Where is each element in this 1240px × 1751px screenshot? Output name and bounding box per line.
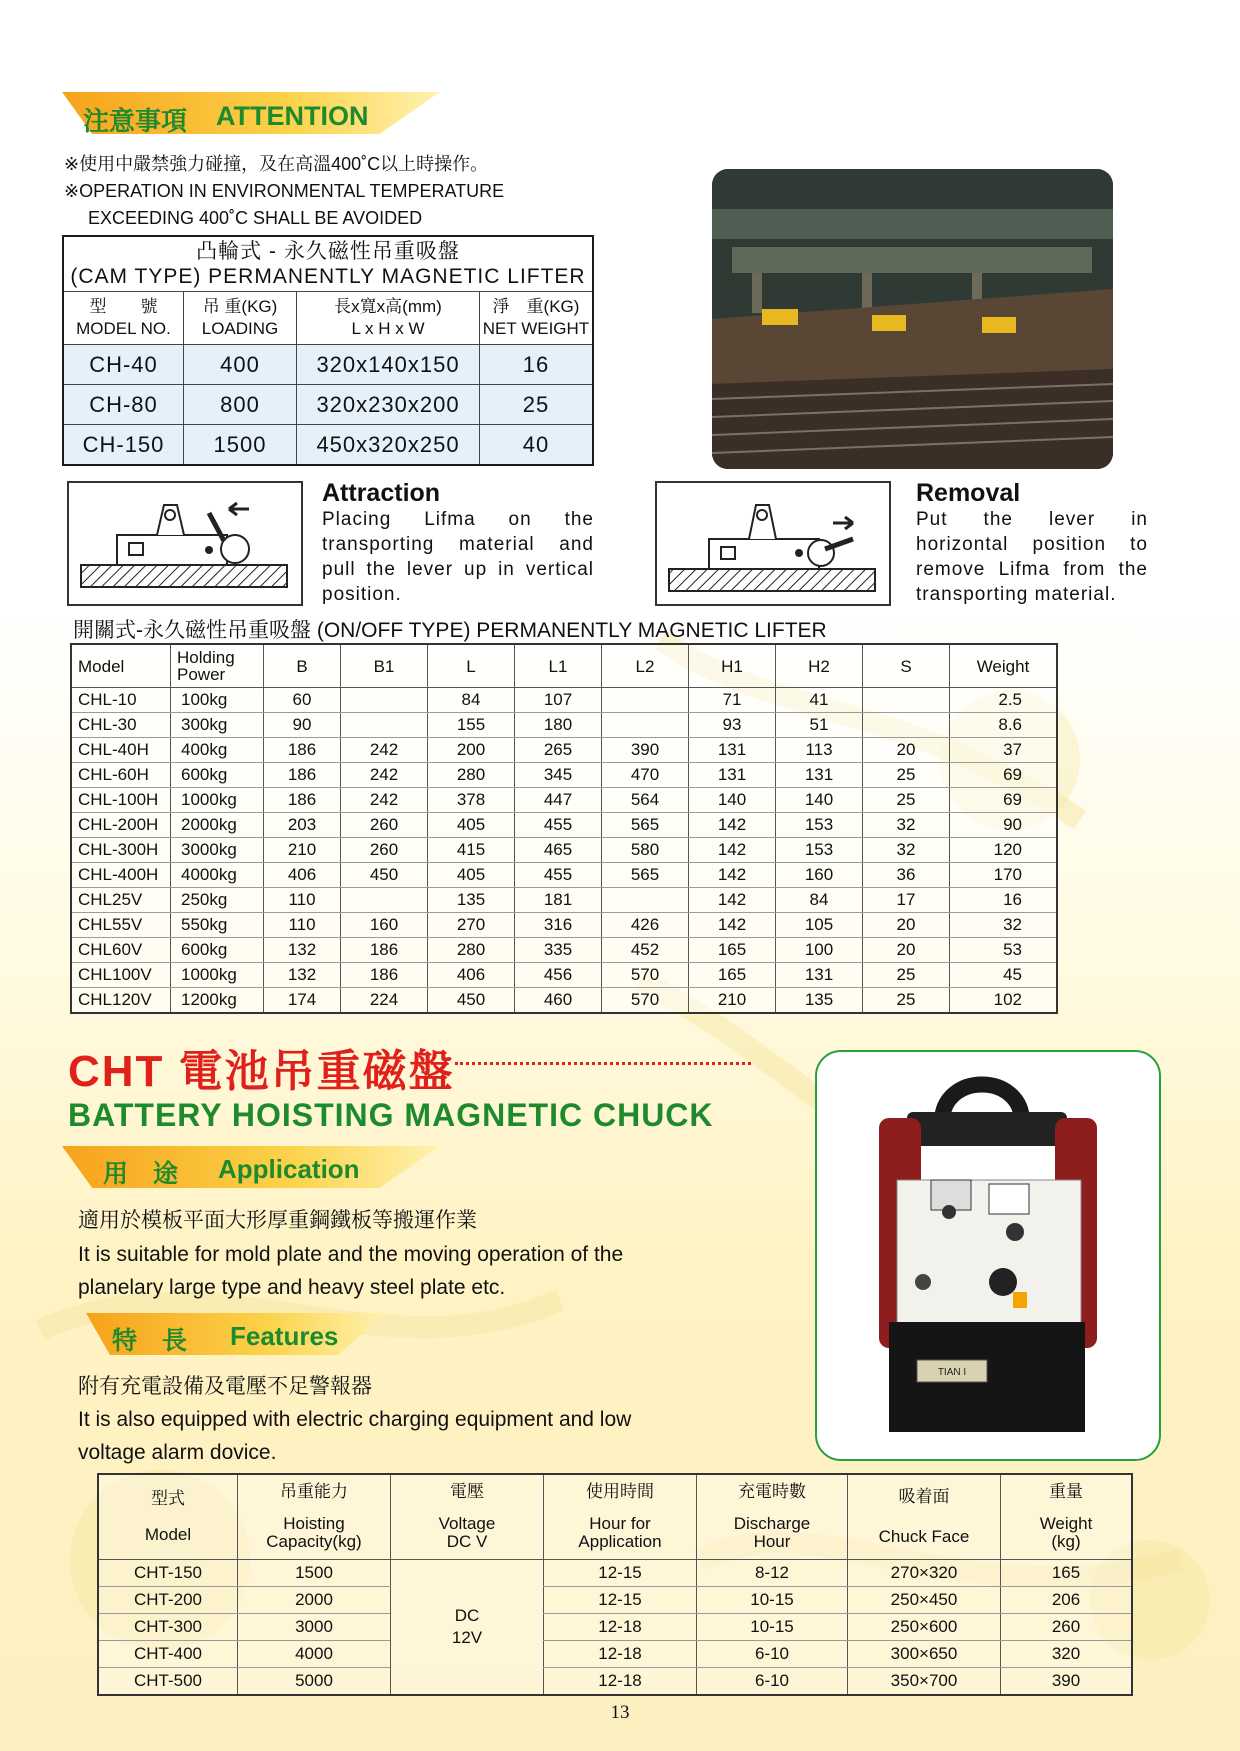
- cell: 550kg: [171, 913, 264, 938]
- title-dotted-rule: [455, 1062, 751, 1065]
- voltage-12v: 12V: [451, 1628, 483, 1647]
- cell: 105: [776, 913, 863, 938]
- cell: 565: [602, 813, 689, 838]
- cell: 186: [264, 738, 341, 763]
- cell: 25: [863, 763, 950, 788]
- cell: 465: [515, 838, 602, 863]
- cell: 400: [184, 345, 297, 385]
- cell: 320x230x200: [297, 385, 480, 425]
- cell: 17: [863, 888, 950, 913]
- header-s: S: [863, 644, 950, 688]
- cell: 260: [341, 838, 428, 863]
- lifter-lever-horizontal-icon: [657, 483, 889, 604]
- cell: 100kg: [171, 688, 264, 713]
- cell: 456: [515, 963, 602, 988]
- table-row: [71, 713, 1057, 738]
- cell: 406: [264, 863, 341, 888]
- cell: 406: [428, 963, 515, 988]
- attention-note-en-1: ※OPERATION IN ENVIRONMENTAL TEMPERATURE: [64, 181, 505, 201]
- header-en: Application: [578, 1532, 662, 1551]
- cell: CHT-200: [98, 1587, 238, 1614]
- cell: CHT-400: [98, 1641, 238, 1668]
- cell: 32: [950, 913, 1058, 938]
- cam-header-cn: 淨 重(KG): [492, 297, 580, 316]
- cell: 20: [863, 738, 950, 763]
- battery-chuck-illustration: [817, 1052, 1159, 1459]
- cell: [863, 713, 950, 738]
- cell: 565: [602, 863, 689, 888]
- voltage-cell: [391, 1560, 544, 1696]
- cell: 131: [689, 763, 776, 788]
- cell: 250×600: [848, 1614, 1001, 1641]
- cell: 186: [341, 963, 428, 988]
- table-row: [71, 963, 1057, 988]
- cell: 37: [950, 738, 1058, 763]
- cell: 564: [602, 788, 689, 813]
- table-row: [63, 425, 593, 466]
- application-title-cn: 用 途: [103, 1160, 179, 1188]
- removal-diagram: [655, 481, 891, 606]
- cell: 12-18: [544, 1641, 697, 1668]
- cell: [863, 688, 950, 713]
- cam-header-cn: 吊 重(KG): [202, 297, 278, 316]
- cell: 455: [515, 863, 602, 888]
- table-row: [98, 1560, 1132, 1587]
- cell: 300kg: [171, 713, 264, 738]
- cell: 165: [1001, 1560, 1133, 1587]
- cell: 180: [515, 713, 602, 738]
- cell: CHL55V: [71, 913, 171, 938]
- lifter-photo-illustration: [712, 169, 1113, 469]
- cell: 160: [776, 863, 863, 888]
- header-weight: Weight: [950, 644, 1058, 688]
- table-row: [63, 345, 593, 385]
- header-cn: 吊重能力: [280, 1482, 348, 1501]
- cell: 452: [602, 938, 689, 963]
- cell: 242: [341, 738, 428, 763]
- header-cn: 型式: [151, 1489, 185, 1508]
- cell: 165: [689, 963, 776, 988]
- table-row: [71, 763, 1057, 788]
- cam-table-title-cn: 凸輪式 - 永久磁性吊重吸盤: [196, 240, 460, 263]
- cell: 40: [480, 425, 594, 466]
- application-title-en: Application: [218, 1154, 360, 1184]
- cell: 206: [1001, 1587, 1133, 1614]
- cell: 242: [341, 788, 428, 813]
- cell: 203: [264, 813, 341, 838]
- header-holding: Holding: [177, 648, 235, 667]
- header-en: Voltage: [438, 1514, 496, 1533]
- cell: 71: [689, 688, 776, 713]
- page-number: 13: [610, 1702, 630, 1723]
- cell: 165: [689, 938, 776, 963]
- cell: 186: [264, 788, 341, 813]
- table-row: [71, 838, 1057, 863]
- cell: 320x140x150: [297, 345, 480, 385]
- cell: 12-18: [544, 1668, 697, 1696]
- battery-chuck-photo: [815, 1050, 1161, 1461]
- attention-note-cn: ※使用中嚴禁強力碰撞，及在高溫400˚C以上時操作。: [64, 154, 489, 174]
- attention-title-en: ATTENTION: [216, 101, 369, 131]
- cell: 3000kg: [171, 838, 264, 863]
- cell: 415: [428, 838, 515, 863]
- cell: 84: [776, 888, 863, 913]
- cell: CHT-300: [98, 1614, 238, 1641]
- features-text-en-1: It is also equipped with electric charging equipment and low: [78, 1408, 632, 1431]
- cell: 8.6: [950, 713, 1058, 738]
- header-model: Model: [71, 644, 171, 688]
- cell: 153: [776, 838, 863, 863]
- voltage-dc: DC: [454, 1606, 480, 1625]
- header-l: L: [428, 644, 515, 688]
- cell: 224: [341, 988, 428, 1014]
- table-row: [63, 385, 593, 425]
- cell: 426: [602, 913, 689, 938]
- cell: 135: [776, 988, 863, 1014]
- cell: 316: [515, 913, 602, 938]
- cell: 142: [689, 863, 776, 888]
- application-text-en-1: It is suitable for mold plate and the moving operation of the: [78, 1243, 624, 1266]
- cam-header-en: MODEL NO.: [76, 319, 171, 338]
- cell: 90: [950, 813, 1058, 838]
- attraction-text: Placing Lifma on the transporting material and pull the lever up in vertical position.: [322, 509, 594, 605]
- cell: 93: [689, 713, 776, 738]
- cell: 90: [264, 713, 341, 738]
- features-text-cn: 附有充電設備及電壓不足警報器: [78, 1375, 372, 1398]
- table-row: [71, 888, 1057, 913]
- cell: 4000: [238, 1641, 391, 1668]
- cell: CHL60V: [71, 938, 171, 963]
- cell: 142: [689, 838, 776, 863]
- cell: 447: [515, 788, 602, 813]
- cell: 102: [950, 988, 1058, 1014]
- cell: 132: [264, 963, 341, 988]
- table-row: [71, 688, 1057, 713]
- attention-title-cn: 注意事項: [83, 106, 188, 136]
- cell: CHL-400H: [71, 863, 171, 888]
- application-text-en-2: planelary large type and heavy steel plate etc.: [78, 1276, 506, 1299]
- cell: 12-15: [544, 1560, 697, 1587]
- cell: CHL100V: [71, 963, 171, 988]
- features-text-en-2: voltage alarm dovice.: [78, 1441, 277, 1464]
- cell: 45: [950, 963, 1058, 988]
- cell: 2.5: [950, 688, 1058, 713]
- cell: 265: [515, 738, 602, 763]
- features-title-cn: 特 長: [112, 1327, 188, 1355]
- cell: 350×700: [848, 1668, 1001, 1696]
- cell: 250kg: [171, 888, 264, 913]
- cam-header-en: L x H x W: [351, 319, 425, 338]
- cell: 455: [515, 813, 602, 838]
- cell: 16: [480, 345, 594, 385]
- header-l2: L2: [602, 644, 689, 688]
- header-en: Model: [144, 1525, 192, 1544]
- cell: 200: [428, 738, 515, 763]
- cell: 260: [1001, 1614, 1133, 1641]
- cell: 210: [689, 988, 776, 1014]
- cell: CHL-10: [71, 688, 171, 713]
- cell: 16: [950, 888, 1058, 913]
- cell: 570: [602, 988, 689, 1014]
- cell: 460: [515, 988, 602, 1014]
- cell: 1200kg: [171, 988, 264, 1014]
- cell: 100: [776, 938, 863, 963]
- cell: CHL120V: [71, 988, 171, 1014]
- cell: 4000kg: [171, 863, 264, 888]
- attraction-diagram: [67, 481, 303, 606]
- cam-table-title-en: (CAM TYPE) PERMANENTLY MAGNETIC LIFTER: [70, 265, 586, 288]
- cell: [602, 888, 689, 913]
- cell: 25: [863, 788, 950, 813]
- cell: 335: [515, 938, 602, 963]
- cell: 2000kg: [171, 813, 264, 838]
- cell: 580: [602, 838, 689, 863]
- cht-subtitle: BATTERY HOISTING MAGNETIC CHUCK: [68, 1097, 714, 1133]
- cell: [602, 713, 689, 738]
- cam-header-en: NET WEIGHT: [482, 319, 590, 338]
- header-cn: 重量: [1049, 1482, 1083, 1501]
- cell: 3000: [238, 1614, 391, 1641]
- cell: 32: [863, 838, 950, 863]
- cell: 107: [515, 688, 602, 713]
- header-en: Hour: [753, 1532, 791, 1551]
- cam-type-table: [62, 235, 594, 466]
- cell: 84: [428, 688, 515, 713]
- features-title-en: Features: [230, 1321, 339, 1351]
- cell: 600kg: [171, 763, 264, 788]
- header-cn: 使用時間: [586, 1482, 654, 1501]
- cell: 160: [341, 913, 428, 938]
- attraction-heading: Attraction: [322, 479, 441, 507]
- removal-heading: Removal: [916, 479, 1021, 507]
- cell: CHT-150: [98, 1560, 238, 1587]
- cell: 450: [428, 988, 515, 1014]
- table-row: [98, 1614, 1132, 1641]
- cell: 131: [689, 738, 776, 763]
- cht-table-body: [98, 1560, 1132, 1696]
- table-header-row: [98, 1474, 1132, 1560]
- cell: 250×450: [848, 1587, 1001, 1614]
- cell: CHT-500: [98, 1668, 238, 1696]
- header-cn: 充電時數: [738, 1482, 806, 1501]
- cell: CH-40: [63, 345, 184, 385]
- cell: 25: [863, 988, 950, 1014]
- cell: 170: [950, 863, 1058, 888]
- cell: 1500: [184, 425, 297, 466]
- cell: 320: [1001, 1641, 1133, 1668]
- table-row: [98, 1587, 1132, 1614]
- header-cn: 電壓: [450, 1482, 484, 1501]
- cell: [341, 713, 428, 738]
- cell: 405: [428, 813, 515, 838]
- cell: 113: [776, 738, 863, 763]
- header-en: (kg): [1051, 1532, 1081, 1551]
- cell: 140: [689, 788, 776, 813]
- cell: 6-10: [697, 1668, 848, 1696]
- cell: 1000kg: [171, 963, 264, 988]
- removal-text: Put the lever in horizontal position to remove Lifma from the transporting material.: [916, 509, 1148, 605]
- cell: 36: [863, 863, 950, 888]
- cell: 140: [776, 788, 863, 813]
- cell: 800: [184, 385, 297, 425]
- cell: 41: [776, 688, 863, 713]
- cell: 51: [776, 713, 863, 738]
- cell: 174: [264, 988, 341, 1014]
- cell: 2000: [238, 1587, 391, 1614]
- cell: CHL-30: [71, 713, 171, 738]
- cell: 280: [428, 763, 515, 788]
- cell: 450: [341, 863, 428, 888]
- cell: 181: [515, 888, 602, 913]
- cell: 570: [602, 963, 689, 988]
- cell: [341, 888, 428, 913]
- cht-table: [97, 1473, 1133, 1696]
- header-en: Weight: [1039, 1514, 1093, 1533]
- table-row: [71, 738, 1057, 763]
- header-l1: L1: [515, 644, 602, 688]
- cell: 131: [776, 763, 863, 788]
- application-text-cn: 適用於模板平面大形厚重鋼鐵板等搬運作業: [78, 1209, 477, 1232]
- cell: 242: [341, 763, 428, 788]
- header-b: B: [264, 644, 341, 688]
- header-en: Discharge: [733, 1514, 811, 1533]
- cell: CH-150: [63, 425, 184, 466]
- cell: 10-15: [697, 1587, 848, 1614]
- cell: 120: [950, 838, 1058, 863]
- lifter-lever-up-icon: [69, 483, 301, 604]
- cell: 400kg: [171, 738, 264, 763]
- table-row: [71, 938, 1057, 963]
- cell: CHL-100H: [71, 788, 171, 813]
- cell: 6-10: [697, 1641, 848, 1668]
- cell: 12-15: [544, 1587, 697, 1614]
- cell: 470: [602, 763, 689, 788]
- table-row: [98, 1668, 1132, 1696]
- cell: CH-80: [63, 385, 184, 425]
- onoff-table-title: 開關式-永久磁性吊重吸盤 (ON/OFF TYPE) PERMANENTLY MAGNETIC LIFTER: [73, 619, 827, 642]
- cell: CHL-300H: [71, 838, 171, 863]
- cell: 153: [776, 813, 863, 838]
- cell: 60: [264, 688, 341, 713]
- cell: 10-15: [697, 1614, 848, 1641]
- cell: 280: [428, 938, 515, 963]
- cell: 155: [428, 713, 515, 738]
- cell: 142: [689, 913, 776, 938]
- cell: 600kg: [171, 938, 264, 963]
- cell: CHL-200H: [71, 813, 171, 838]
- cam-header-cn: 型 號: [89, 297, 158, 316]
- cam-header-cn: 長x寬x高(mm): [334, 297, 442, 316]
- cell: 1500: [238, 1560, 391, 1587]
- cht-title: CHT 電池吊重磁盤: [68, 1047, 455, 1096]
- cell: 132: [264, 938, 341, 963]
- cell: 186: [341, 938, 428, 963]
- cell: CHL25V: [71, 888, 171, 913]
- table-row: [71, 863, 1057, 888]
- header-b1: B1: [341, 644, 428, 688]
- header-en: Capacity(kg): [266, 1532, 362, 1551]
- cell: 12-18: [544, 1614, 697, 1641]
- cell: 25: [480, 385, 594, 425]
- cell: CHL-60H: [71, 763, 171, 788]
- cell: CHL-40H: [71, 738, 171, 763]
- cell: 390: [602, 738, 689, 763]
- table-row: [71, 913, 1057, 938]
- table-row: [71, 813, 1057, 838]
- cam-header-en: LOADING: [201, 319, 279, 338]
- attention-note-en-2: EXCEEDING 400˚C SHALL BE AVOIDED: [88, 208, 423, 228]
- cell: 186: [264, 763, 341, 788]
- header-en: Chuck Face: [878, 1527, 970, 1546]
- cell: 390: [1001, 1668, 1133, 1696]
- cell: [341, 688, 428, 713]
- cell: 345: [515, 763, 602, 788]
- cell: 142: [689, 888, 776, 913]
- header-en: Hoisting: [283, 1514, 345, 1533]
- cell: 20: [863, 913, 950, 938]
- onoff-type-table: [70, 643, 1058, 1014]
- cell: 1000kg: [171, 788, 264, 813]
- cell: 405: [428, 863, 515, 888]
- table-row: [71, 788, 1057, 813]
- header-en: DC V: [446, 1532, 488, 1551]
- table-row: [98, 1641, 1132, 1668]
- cell: 110: [264, 913, 341, 938]
- table-header-row: [71, 644, 1057, 688]
- cell: 135: [428, 888, 515, 913]
- cell: 20: [863, 938, 950, 963]
- device-nameplate: TIAN I: [937, 1367, 967, 1378]
- header-h2: H2: [776, 644, 863, 688]
- cell: 8-12: [697, 1560, 848, 1587]
- cell: 450x320x250: [297, 425, 480, 466]
- cell: 270: [428, 913, 515, 938]
- cell: 260: [341, 813, 428, 838]
- cell: 378: [428, 788, 515, 813]
- header-h1: H1: [689, 644, 776, 688]
- cell: 25: [863, 963, 950, 988]
- cell: 110: [264, 888, 341, 913]
- table-row: [71, 988, 1057, 1014]
- cell: 32: [863, 813, 950, 838]
- cell: 300×650: [848, 1641, 1001, 1668]
- cell: 69: [950, 763, 1058, 788]
- cell: 210: [264, 838, 341, 863]
- cell: 131: [776, 963, 863, 988]
- onoff-table-body: [71, 688, 1057, 1014]
- cell: 69: [950, 788, 1058, 813]
- cell: 53: [950, 938, 1058, 963]
- header-power: Power: [177, 665, 226, 684]
- cell: [602, 688, 689, 713]
- cell: 5000: [238, 1668, 391, 1696]
- cell: 142: [689, 813, 776, 838]
- header-en: Hour for: [589, 1514, 651, 1533]
- lifter-photo: [712, 169, 1113, 469]
- cell: 270×320: [848, 1560, 1001, 1587]
- header-cn: 吸着面: [898, 1487, 950, 1506]
